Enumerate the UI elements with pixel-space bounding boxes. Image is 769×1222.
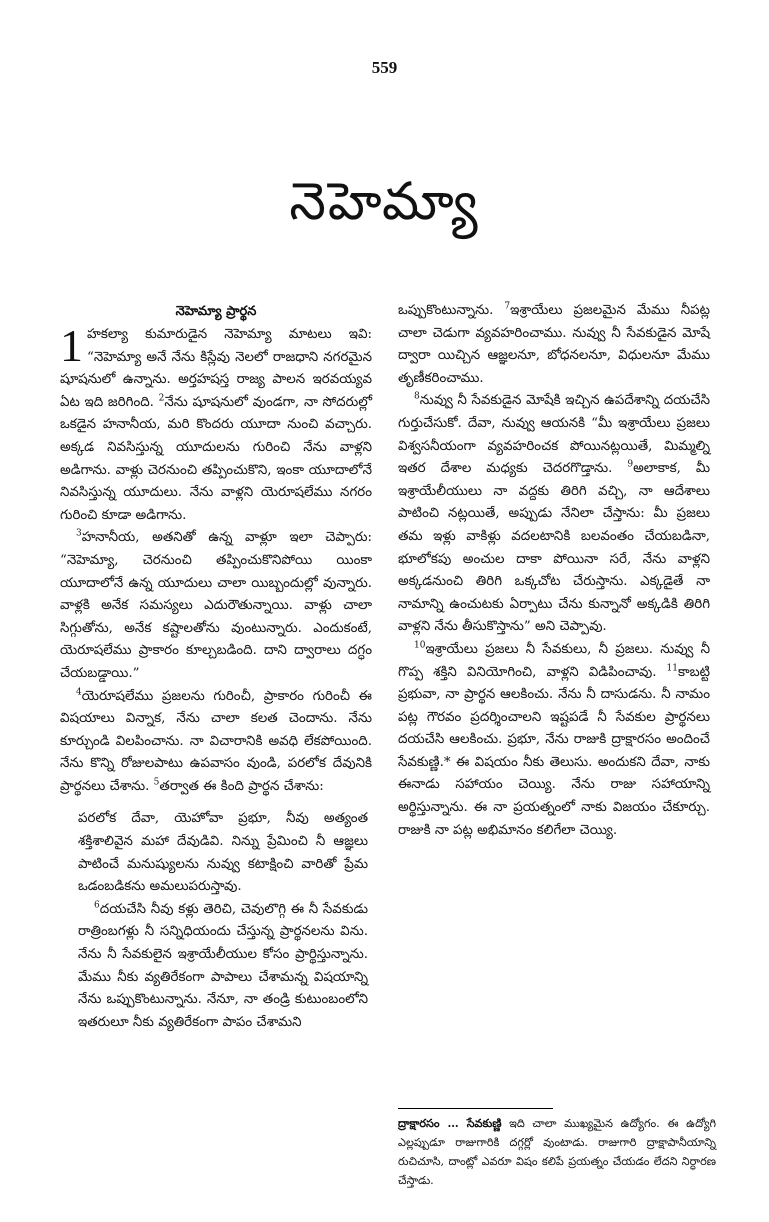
paragraph	[398, 300, 710, 390]
verse-text: దయచేసి నీవు కళ్లు తెరిచి, చెవులొగ్గి ఈ నీ సేవకుడు రాత్రింబగళ్లు నీ సన్నిధియందు చేస్తున్న ప్రార్థనలను విను. నేను నీ సేవకులైన ఇశ్రాయేలీయుల కోసం ప్రార్థిస్తున్నాను. మేము నీకు వ్యతిరేకంగా పాపాలు చేశామన్న విషయాన్ని నేను ఒప్పుకొంటున్నాను. నేనూ, నా తండ్రి కుటుంబంలోని ఇతరులూ నీకు వ్యతిరేకంగా పాపం చేశామని	[78, 901, 368, 1030]
chapter-number: 1	[60, 320, 83, 371]
prayer-paragraph: పరలోక దేవా, యెహోవా ప్రభూ, నీవు అత్యంత శక్తిశాలివైన మహా దేవుడివి. నిన్ను ప్రేమించి నీ ఆజ్ఞలు పాటించే మనుష్యులను నువ్వు కటాక్షించి వారితో ప్రేమ ఒడంబడికను అమలుపరుస్తావు.	[78, 811, 368, 895]
paragraph	[60, 686, 372, 799]
verse-number: 7	[504, 301, 511, 312]
verse-text: అలాకాక, మీ ఇశ్రాయేలీయులు నా వద్దకు తిరిగి వచ్చి, నా ఆదేశాలు పాటించి నట్లయితే, అప్పుడు నేనిలా చేస్తాను: మీ ప్రజలు తమ ఇళ్లు వాకిళ్లు వదలటానికి బలవంతం చేయబడినా, భూలోకపు అంచుల దాకా పోయినా సరే, నేను వాళ్లని అక్కడనుంచి తిరిగి ఒక్కచోట చేరుస్తాను. ఎక్కడైతే నా నామాన్ని ఉంచుటకు ఏర్పాటు చేను కున్నానో అక్కడికి తిరిగి వాళ్లని నేను తీసుకొస్తాను” అని చెప్పావు.	[398, 461, 710, 635]
paragraph	[398, 639, 710, 842]
verse-text: ఇశ్రాయేలు ప్రజలు నీ సేవకులు, నీ ప్రజలు. నువ్వు నీ గొప్ప శక్తిని వినియోగించి, వాళ్లని విడిపించావు.	[398, 641, 710, 680]
verse-number: 3	[76, 528, 82, 539]
right-column	[398, 300, 710, 842]
footnote-divider	[398, 1108, 553, 1109]
verse-number: 4	[76, 687, 82, 698]
verse-number: 9	[627, 459, 634, 470]
verse-number: 2	[158, 393, 165, 404]
left-column	[60, 300, 372, 1034]
prayer-block	[60, 808, 372, 1034]
verse-text: ఒప్పుకొంటున్నాను.	[398, 303, 494, 318]
verse-number: 11	[666, 663, 678, 674]
verse-text: తర్వాత ఈ కింది ప్రార్థన చేశాను:	[159, 778, 324, 794]
verse-text: యెరూషలేము ప్రజలను గురించీ, ప్రాకారం గురించీ ఈ విషయాలు విన్నాక, నేను చాలా కలత చెందాను. నేను కూర్చుండి విలపించాను. నా విచారానికి అవధి లేకపోయింది. నేను కొన్ని రోజులపాటు ఉపవాసం వుండి, పరలోక దేవునికి ప్రార్థనలు చేశాను.	[60, 688, 372, 794]
footnote	[398, 1114, 716, 1190]
verse-text: కాబట్టి ప్రభువా, నా ప్రార్థన ఆలకించు. నేను నీ దాసుడను. నీ నామం పట్ల గౌరవం ప్రదర్శించాలని ఇష్టపడే నీ సేవకుల ప్రార్థనలు దయచేసి ఆలకించు. ప్రభూ, నేను రాజుకి ద్రాక్షారసం అందించే సేవకుణ్ణి.* ఈ విషయం నీకు తెలుసు. అందుకని దేవా, నాకు ఈనాడు సహాయం చెయ్యి. నేను రాజు సహాయాన్ని అర్థిస్తున్నాను. ఈ నా ప్రయత్నంలో నాకు విజయం చేకూర్చు. రాజుకి నా పట్ల అభిమానం కలిగేలా చెయ్యి.	[398, 664, 710, 838]
verse-text: నేను షూషనులో వుండగా, నా సోదరుల్లో ఒకడైన హనానీయ, మరి కొందరు యూదా నుంచి వచ్చారు. అక్కడ నివసిస్తున్న యూదులను గురించి నేను వాళ్లని అడిగాను. వాళ్లు చెరనుంచి తప్పించుకొని, ఇంకా యూదాలోనే నివసిస్తున్న యూదులు. నేను వాళ్లని యెరూషలేము నగరం గురించి కూడా అడిగాను.	[60, 394, 372, 523]
verse-text: ఇశ్రాయేలు ప్రజలమైన మేము నీపట్ల చాలా చెడుగా వ్యవహరించాము. నువ్వు నీ సేవకుడైన మోషే ద్వారా యిచ్చిన ఆజ్ఞలనూ, బోధనలనూ, విధులనూ మేము తృణీకరించాము.	[398, 303, 710, 386]
verse-text: హకల్యా కుమారుడైన నెహెమ్యా మాటలు ఇవి: “నెహెమ్యా అనే నేను కిస్లేవు నెలలో రాజధాని నగరమైన షూషనులో ఉన్నాను. అర్తహషస్త రాజ్య పాలన ఇరవయ్యవ ఏట ఇది జరిగింది.	[60, 327, 372, 410]
book-title: నెహెమ్యా	[289, 172, 480, 232]
verse-number: 8	[414, 391, 420, 402]
page-number: 559	[371, 58, 398, 77]
footnote-text: ఇది చాలా ముఖ్యమైన ఉద్యోగం. ఈ ఉద్యోగి ఎల్లప్పుడూ రాజుగారికి దగ్గర్లో వుంటాడు. రాజుగారి ద్రాక్షాపానీయాన్ని రుచిచూసి, దాంట్లో ఎవరూ విషం కలిపే ప్రయత్నం చేయడం లేదని నిర్ధారణ చేస్తాడు.	[398, 1117, 717, 1187]
paragraph	[60, 320, 372, 527]
verse-number: 6	[94, 900, 100, 911]
verse-number: 5	[153, 777, 160, 788]
paragraph	[398, 390, 710, 639]
section-heading: నెహెమ్యా ప్రార్థన	[175, 304, 257, 319]
footnote-term: ద్రాక్షారసం … సేవకుణ్ణి	[398, 1116, 502, 1130]
verse-number: 10	[414, 640, 426, 651]
verse-text: నువ్వు నీ సేవకుడైన మోషేకి ఇచ్చిన ఉపదేశాన్ని దయచేసి గుర్తుచేసుకో. దేవా, నువ్వు ఆయనకి “మీ ఇశ్రాయేలు ప్రజలు విశ్వసనీయంగా వ్యవహరించక పోయినట్లయితే, మిమ్మల్ని ఇతర దేశాల మధ్యకు చెదరగొడ్తాను.	[398, 393, 710, 477]
prayer-paragraph	[78, 899, 368, 1035]
paragraph	[60, 527, 372, 685]
verse-text: హనానీయ, అతనితో ఉన్న వాళ్లూ ఇలా చెప్పారు: “నెహెమ్యా, చెరనుంచి తప్పించుకొనిపోయి యింకా యూదాలోనే ఉన్న యూదులు చాలా యిబ్బందుల్లో వున్నారు. వాళ్లకి అనేక సమస్యలు ఎదురౌతున్నాయి. వాళ్లు చాలా సిగ్గుతోను, అనేక కష్టాలతోను వుంటున్నారు. ఎందుకంటే, యెరూషలేము ప్రాకారం కూల్చబడింది. దాని ద్వారాలు దగ్ధం చేయబడ్డాయి.”	[60, 530, 372, 681]
